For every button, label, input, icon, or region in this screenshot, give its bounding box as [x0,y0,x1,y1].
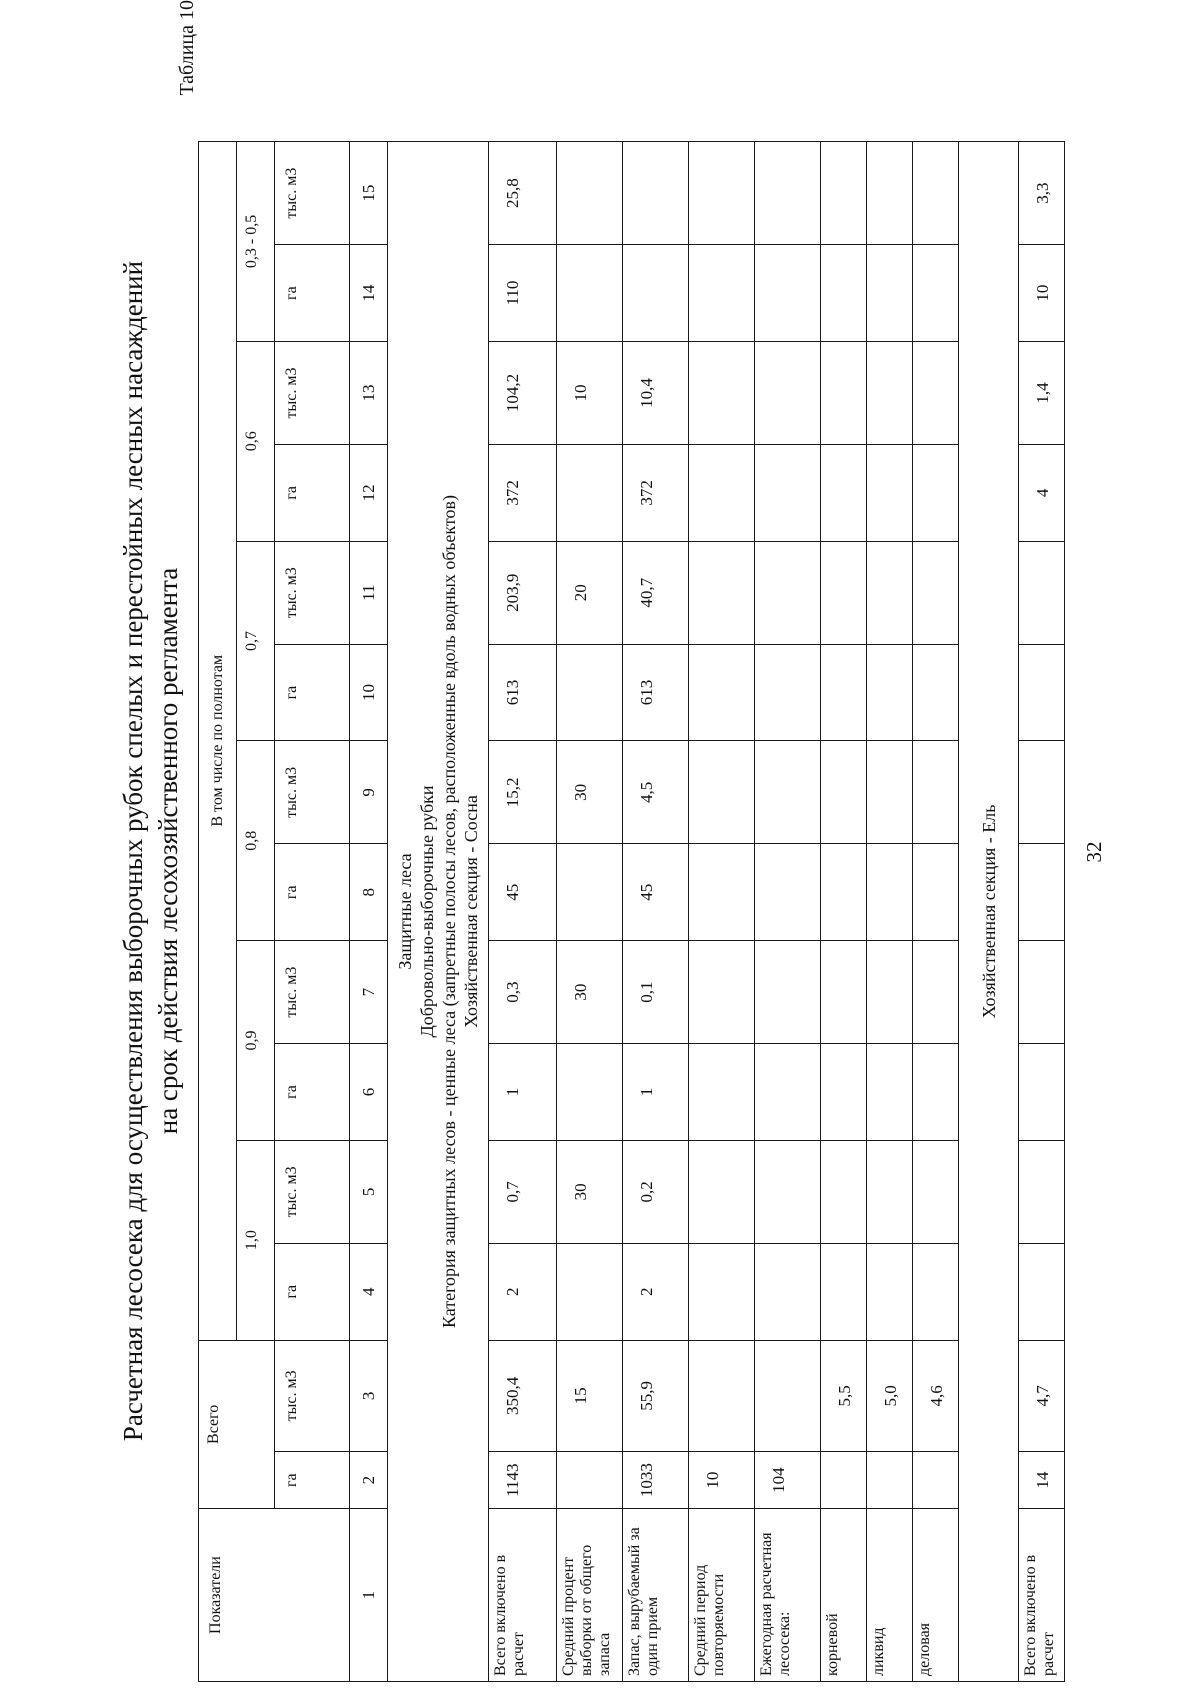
table-cell [913,541,959,644]
table-cell [821,1140,867,1243]
table-cell [821,644,867,741]
table-cell [755,1140,821,1243]
table-cell [913,445,959,542]
table-cell: 5,5 [821,1340,867,1452]
table-cell [689,1140,755,1243]
unit-ha: га [275,445,350,542]
table-cell: 1 [489,1044,557,1141]
column-number: 7 [350,941,388,1044]
row-label: Всего включено в расчет [1019,1509,1065,1682]
row-label: Средний процент выборки от общего запаса [557,1509,623,1682]
table-cell: 1143 [489,1452,557,1509]
table-cell: 40,7 [623,541,689,644]
header-total: Всего [199,1340,275,1509]
header-by-density: В том числе по полнотам [199,142,237,1341]
document-subtitle: на срок действия лесохозяйственного регламента [153,567,183,1135]
table-cell: 104 [755,1452,821,1509]
section-spruce: Хозяйственная секция - Ель [959,142,1019,1682]
table-cell [1019,941,1065,1044]
row-label: Всего включено в расчет [489,1509,557,1682]
table-cell [867,941,913,1044]
table-cell: 10 [689,1452,755,1509]
table-cell [913,644,959,741]
table-cell [557,1044,623,1141]
table-cell: 0,3 [489,941,557,1044]
table-cell [1019,1243,1065,1340]
table-cell [867,142,913,245]
table-cell: 10,4 [623,341,689,444]
column-number: 11 [350,541,388,644]
section-spruce-row [959,142,1019,1682]
table-cell [913,741,959,844]
table-cell: 110 [489,245,557,342]
table-cell [913,1243,959,1340]
column-number-row [350,142,388,1682]
table-cell [755,844,821,941]
table-cell [1019,741,1065,844]
table-cell: 30 [557,1140,623,1243]
section-forest-type: Защитные леса [395,853,415,970]
table-cell [867,341,913,444]
table-cell [1019,1140,1065,1243]
unit-m3: тыс. м3 [275,541,350,644]
table-cell [623,245,689,342]
table-cell [755,1044,821,1141]
table-cell [821,741,867,844]
density-group-5: 0,3 - 0,5 [237,142,275,342]
unit-ha: га [275,1044,350,1141]
table-cell: 45 [623,844,689,941]
table-cell: 45 [489,844,557,941]
unit-ha: га [275,245,350,342]
column-number: 14 [350,245,388,342]
table-cell [1019,844,1065,941]
unit-ha: га [275,644,350,741]
table-cell [867,1044,913,1141]
table-cell [821,1243,867,1340]
table-cell: 2 [623,1243,689,1340]
table-cell: 30 [557,941,623,1044]
table-cell: 2 [489,1243,557,1340]
table-cell: 10 [557,341,623,444]
table-cell: 1033 [623,1452,689,1509]
unit-m3: тыс. м3 [275,741,350,844]
table-cell [1019,1044,1065,1141]
column-number: 6 [350,1044,388,1141]
row-label: Средний период повторяемости [689,1509,755,1682]
table-cell [755,445,821,542]
table-cell [821,341,867,444]
unit-row [275,142,350,1682]
table-cell: 10 [1019,245,1065,342]
unit-ha: га [275,1452,350,1509]
table-cell: 203,9 [489,541,557,644]
density-group-0: 1,0 [237,1140,275,1340]
table-cell [821,1044,867,1141]
unit-m3: тыс. м3 [275,341,350,444]
table-cell: 0,7 [489,1140,557,1243]
table-cell [689,541,755,644]
table-row [689,142,755,1682]
column-number: 1 [350,1509,388,1682]
table-cell: 4,5 [623,741,689,844]
table-cell [913,1140,959,1243]
table-cell [755,741,821,844]
unit-ha: га [275,1243,350,1340]
column-number: 5 [350,1140,388,1243]
unit-m3: тыс. м3 [275,142,350,245]
table-row [489,142,557,1682]
table-row [623,142,689,1682]
table-cell [755,1243,821,1340]
unit-ha: га [275,844,350,941]
table-cell [689,1340,755,1452]
table-cell: 0,1 [623,941,689,1044]
unit-m3: тыс. м3 [275,1340,350,1452]
column-number: 10 [350,644,388,741]
table-cell [689,644,755,741]
section-category: Категория защитных лесов - ценные леса (запретные полосы лесов, расположенные вдоль водных объектов) [439,494,459,1329]
unit-m3: тыс. м3 [275,941,350,1044]
table-cell [689,1044,755,1141]
table-cell [821,541,867,644]
table-cell: 14 [1019,1452,1065,1509]
density-group-2: 0,8 [237,741,275,941]
table-cell [867,245,913,342]
table-cell [755,142,821,245]
density-group-4: 0,6 [237,341,275,541]
table-cell: 3,3 [1019,142,1065,245]
document-title: Расчетная лесосека для осуществления выборочных рубок спелых и перестойных лесных насаждений [118,260,148,1442]
table-cell [689,245,755,342]
table-cell [867,1140,913,1243]
table-cell [689,341,755,444]
table-cell [557,644,623,741]
table-cell [755,644,821,741]
table-cell [689,142,755,245]
table-cell: 1,4 [1019,341,1065,444]
table-cell: 350,4 [489,1340,557,1452]
section-pine: Хозяйственная секция - Сосна [461,795,481,1028]
table-cell: 613 [623,644,689,741]
table-row [557,142,623,1682]
table-caption: Таблица 10 [176,0,198,96]
table-cell [913,341,959,444]
allowable-cut-table [198,141,1065,1682]
table-cell [689,741,755,844]
table-cell [913,142,959,245]
table-cell: 25,8 [489,142,557,245]
column-number: 3 [350,1340,388,1452]
table-cell [913,245,959,342]
table-cell [755,341,821,444]
table-cell: 4,7 [1019,1340,1065,1452]
row-label: Ежегодная расчетная лесосека: [755,1509,821,1682]
table-cell [913,941,959,1044]
table-cell [689,941,755,1044]
table-row [755,142,821,1682]
column-number: 12 [350,445,388,542]
table-cell [689,844,755,941]
table-cell: 15 [557,1340,623,1452]
table-cell: 5,0 [867,1340,913,1452]
table-cell [755,245,821,342]
section-felling-type: Добровольно-выборочные рубки [417,785,437,1038]
column-number: 9 [350,741,388,844]
table-cell [867,741,913,844]
table-cell: 4,6 [913,1340,959,1452]
table-cell: 372 [623,445,689,542]
table-cell [755,1340,821,1452]
table-cell [1019,541,1065,644]
section-protective [388,142,489,1682]
density-group-1: 0,9 [237,941,275,1141]
header-indicators: Показатели [199,1509,350,1682]
table-cell [557,245,623,342]
table-cell [821,941,867,1044]
table-cell [623,142,689,245]
table-cell: 55,9 [623,1340,689,1452]
table-cell: 372 [489,445,557,542]
table-cell [867,1243,913,1340]
table-cell [913,1044,959,1141]
page-number: 32 [1082,841,1106,863]
column-number: 2 [350,1452,388,1509]
table-cell [867,644,913,741]
table-cell [821,445,867,542]
table-cell [867,541,913,644]
density-group-3: 0,7 [237,541,275,741]
table-cell [755,941,821,1044]
table-cell [821,142,867,245]
table-row [821,142,867,1682]
column-number: 15 [350,142,388,245]
table-cell [689,1243,755,1340]
table-cell: 30 [557,741,623,844]
table-cell: 0,2 [623,1140,689,1243]
table-cell [867,1452,913,1509]
table-cell [755,541,821,644]
row-label: корневой [821,1509,867,1682]
table-cell [689,445,755,542]
table-cell [867,844,913,941]
unit-m3: тыс. м3 [275,1140,350,1243]
row-label: ликвид [867,1509,913,1682]
table-cell [557,1452,623,1509]
table-row [913,142,959,1682]
column-number: 4 [350,1243,388,1340]
table-cell [557,844,623,941]
table-cell [1019,644,1065,741]
table-cell [913,1452,959,1509]
table-cell: 20 [557,541,623,644]
table-cell: 4 [1019,445,1065,542]
table-cell [557,142,623,245]
table-cell [821,844,867,941]
table-cell: 15,2 [489,741,557,844]
table-row [1019,142,1065,1682]
table-row [867,142,913,1682]
table-cell [557,445,623,542]
table-cell [557,1243,623,1340]
table-cell [867,445,913,542]
row-label: Запас, вырубаемый за один прием [623,1509,689,1682]
table-cell [913,844,959,941]
table-cell [821,1452,867,1509]
table-cell [821,245,867,342]
table-cell: 1 [623,1044,689,1141]
table-cell: 613 [489,644,557,741]
column-number: 8 [350,844,388,941]
column-number: 13 [350,341,388,444]
row-label: деловая [913,1509,959,1682]
table-cell: 104,2 [489,341,557,444]
